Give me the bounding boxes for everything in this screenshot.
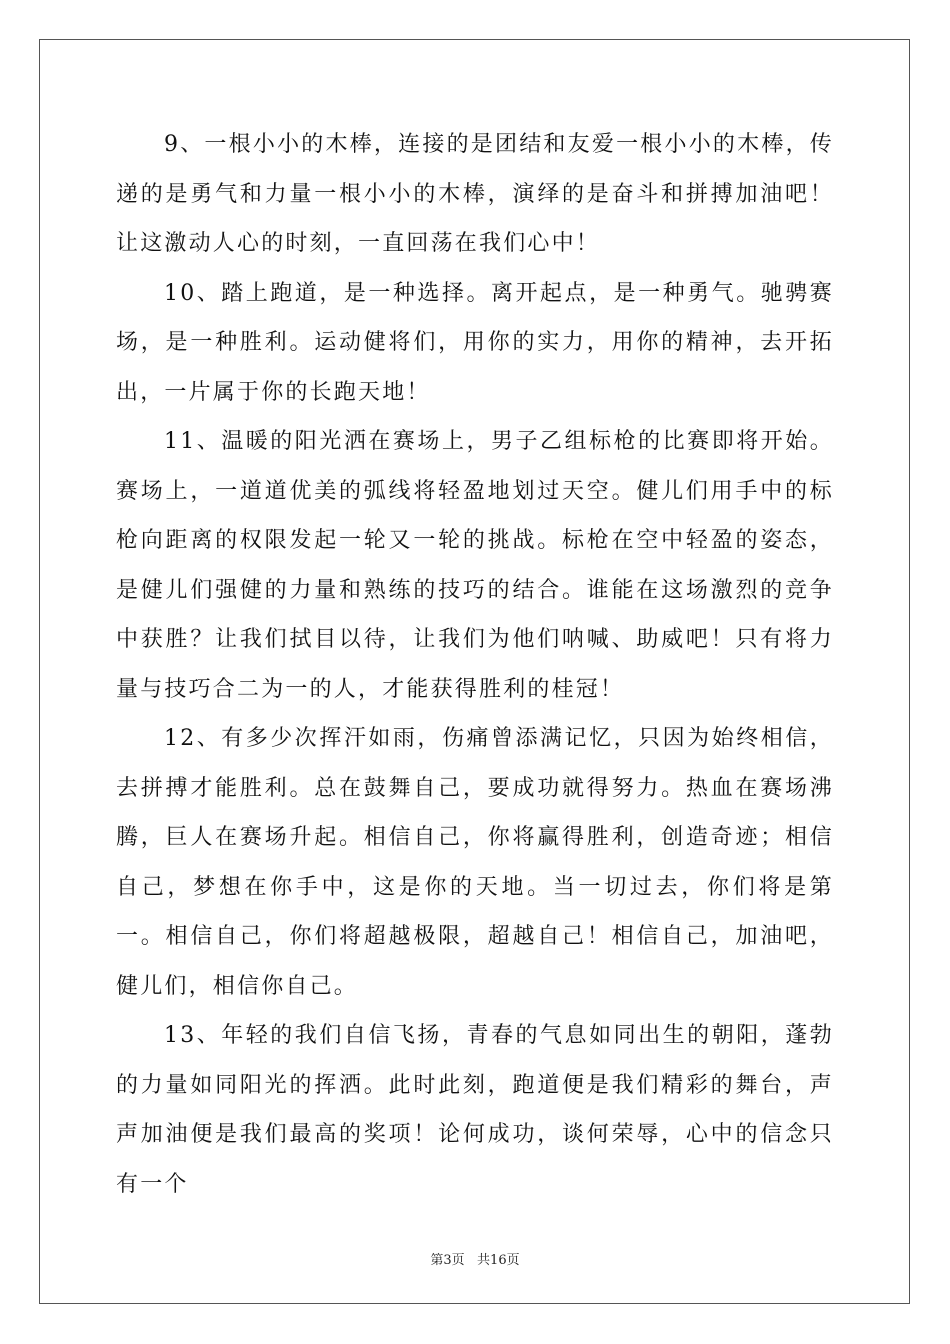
paragraph-9: 9、一根小小的木棒，连接的是团结和友爱一根小小的木棒，传递的是勇气和力量一根小小的木棒，演绎的是奋斗和拼搏加油吧！让这激动人心的时刻，一直回荡在我们心中！ — [116, 132, 834, 256]
page-number-footer: 第3页 共16页 — [430, 1253, 520, 1268]
paragraph-11: 11、温暖的阳光洒在赛场上，男子乙组标枪的比赛即将开始。赛场上，一道道优美的弧线将轻盈地划过天空。健儿们用手中的标枪向距离的权限发起一轮又一轮的挑战。标枪在空中轻盈的姿态，是健儿们强健的力量和熟练的技巧的结合。谁能在这场激烈的竞争中获胜？让我们拭目以待，让我们为他们呐喊、助威吧！只有将力量与技巧合二为一的人，才能获得胜利的桂冠！ — [116, 429, 834, 702]
document-body — [116, 120, 834, 1209]
paragraph-13: 13、年轻的我们自信飞扬，青春的气息如同出生的朝阳，蓬勃的力量如同阳光的挥洒。此时此刻，跑道便是我们精彩的舞台，声声加油便是我们最高的奖项！论何成功，谈何荣辱，心中的信念只有一个 — [116, 1023, 834, 1197]
paragraph-12: 12、有多少次挥汗如雨，伤痛曾添满记忆，只因为始终相信，去拼搏才能胜利。总在鼓舞自己，要成功就得努力。热血在赛场沸腾，巨人在赛场升起。相信自己，你将赢得胜利，创造奇迹；相信自己，梦想在你手中，这是你的天地。当一切过去，你们将是第一。相信自己，你们将超越极限，超越自己！相信自己，加油吧，健儿们，相信你自己。 — [116, 726, 834, 999]
paragraph-10: 10、踏上跑道，是一种选择。离开起点，是一种勇气。驰骋赛场，是一种胜利。运动健将们，用你的实力，用你的精神，去开拓出，一片属于你的长跑天地！ — [116, 280, 834, 405]
